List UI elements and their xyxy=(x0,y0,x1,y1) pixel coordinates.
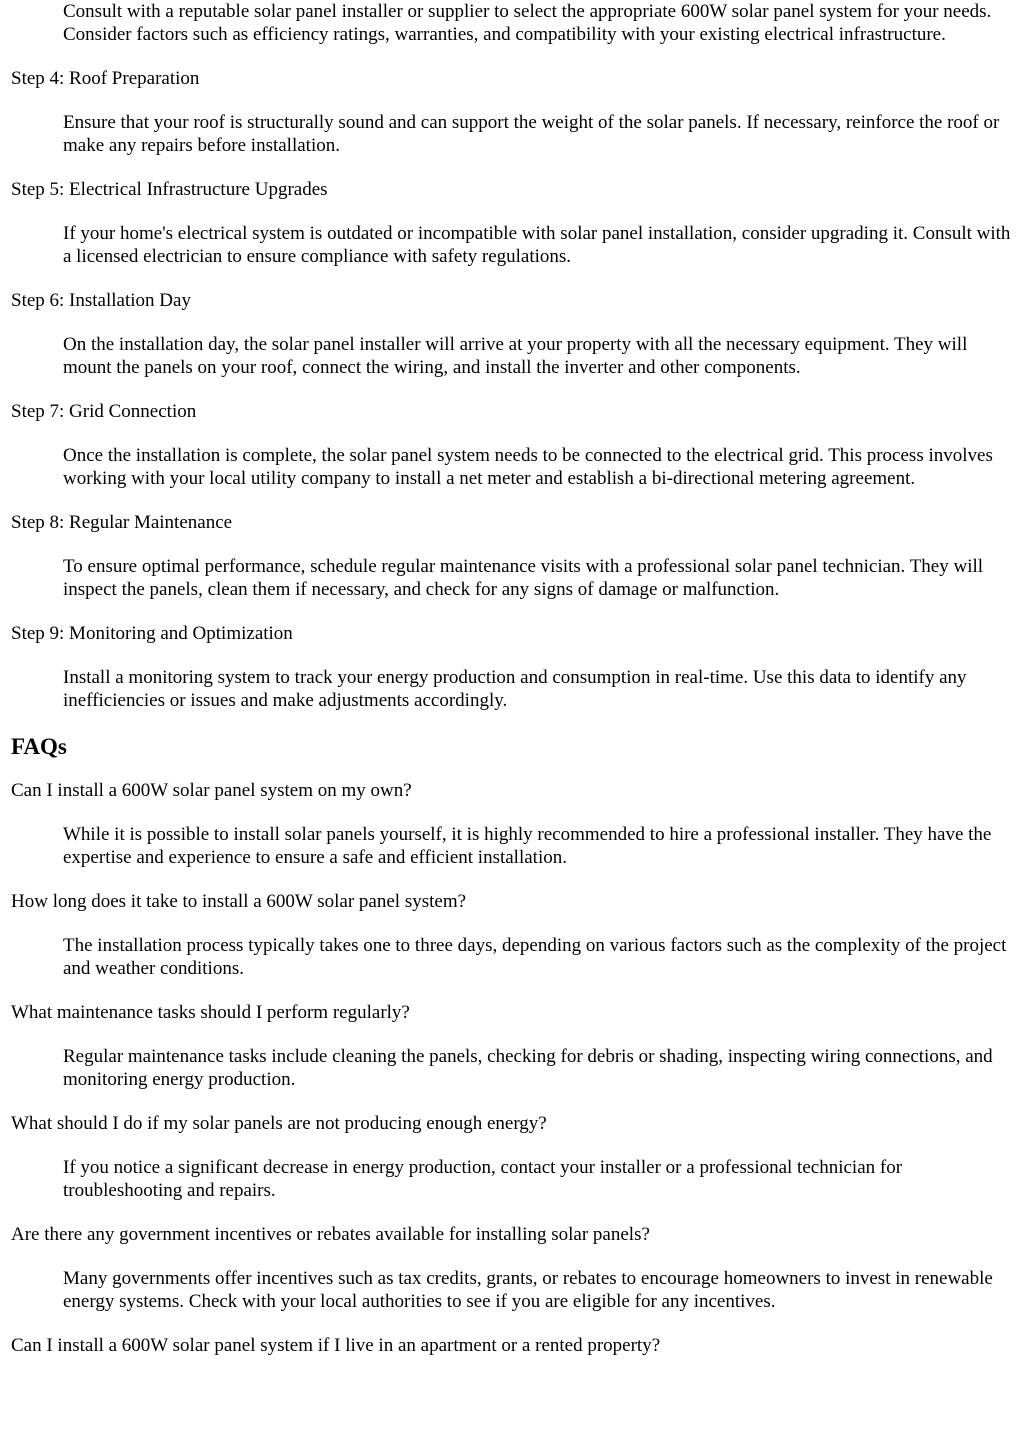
faq-answer: The installation process typically takes one to three days, depending on various factors such as the complexity of the project and weather conditions. xyxy=(63,935,1007,979)
step-7-title: Step 7: Grid Connection xyxy=(11,401,197,422)
article-content xyxy=(11,0,1015,1378)
step-8-description: To ensure optimal performance, schedule regular maintenance visits with a professional solar panel technician. They will inspect the panels, clean them if necessary, and check for any signs of damage or malfunction. xyxy=(63,556,984,600)
step-6-description: On the installation day, the solar panel installer will arrive at your property with all the necessary equipment. They will mount the panels on your roof, connect the wiring, and install the inverter and other components. xyxy=(63,334,968,378)
faq-question: Can I install a 600W solar panel system on my own? xyxy=(11,780,412,801)
faq-question: What maintenance tasks should I perform regularly? xyxy=(11,1002,410,1023)
faq-question: Are there any government incentives or rebates available for installing solar panels? xyxy=(11,1224,650,1245)
step-8-title: Step 8: Regular Maintenance xyxy=(11,512,233,533)
step-5-title: Step 5: Electrical Infrastructure Upgrades xyxy=(11,179,328,200)
step-5-description: If your home's electrical system is outdated or incompatible with solar panel installation, consider upgrading it. Consult with a licensed electrician to ensure compliance with safety regulations. xyxy=(63,223,1011,267)
faq-answer: If you notice a significant decrease in energy production, contact your installer or a professional technician for troubleshooting and repairs. xyxy=(63,1157,903,1201)
step-4-title: Step 4: Roof Preparation xyxy=(11,68,200,89)
faqs-heading: FAQs xyxy=(11,734,67,759)
step-4-description: Ensure that your roof is structurally sound and can support the weight of the solar panels. If necessary, reinforce the roof or make any repairs before installation. xyxy=(63,112,1000,156)
step-6-title: Step 6: Installation Day xyxy=(11,290,191,311)
faq-answer: While it is possible to install solar panels yourself, it is highly recommended to hire a professional installer. They have the expertise and experience to ensure a safe and efficient installation. xyxy=(63,824,992,868)
step-9-title: Step 9: Monitoring and Optimization xyxy=(11,623,293,644)
faq-question: What should I do if my solar panels are not producing enough energy? xyxy=(11,1113,547,1134)
faq-question: How long does it take to install a 600W solar panel system? xyxy=(11,891,467,912)
faq-answer: Regular maintenance tasks include cleaning the panels, checking for debris or shading, inspecting wiring connections, and monitoring energy production. xyxy=(63,1046,993,1090)
step-7-description: Once the installation is complete, the solar panel system needs to be connected to the electrical grid. This process involves working with your local utility company to install a net meter and establish a bi-directional metering agreement. xyxy=(63,445,993,489)
faq-question: Can I install a 600W solar panel system if I live in an apartment or a rented property? xyxy=(11,1335,661,1356)
step-9-description: Install a monitoring system to track your energy production and consumption in real-time. Use this data to identify any inefficiencies or issues and make adjustments accordingly. xyxy=(63,667,967,711)
step-3-description: Consult with a reputable solar panel installer or supplier to select the appropriate 600W solar panel system for your needs. Consider factors such as efficiency ratings, warranties, and compatibility with your existing electrical infrastructure. xyxy=(63,1,992,45)
faq-answer: Many governments offer incentives such as tax credits, grants, or rebates to encourage homeowners to invest in renewable energy systems. Check with your local authorities to see if you are eligible for any incentives. xyxy=(63,1268,993,1312)
faqs-list xyxy=(11,779,1015,1357)
steps-list xyxy=(11,0,1015,712)
